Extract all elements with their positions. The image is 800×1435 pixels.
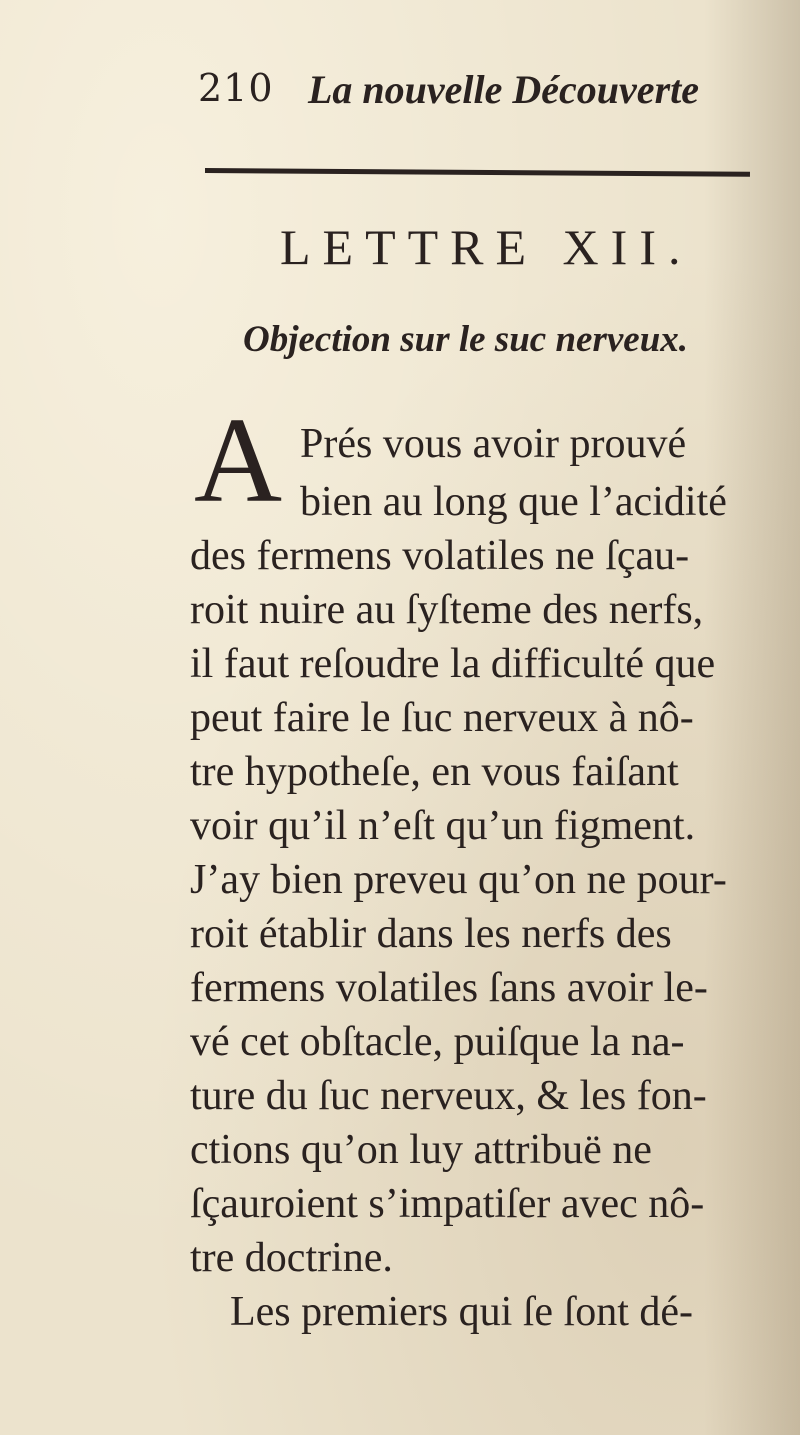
letter-heading: LETTRE XII.: [280, 219, 693, 275]
text-line-8: voir qu’il n’eſt qu’un figment.: [190, 803, 696, 849]
text-line-10: roit établir dans les nerfs des: [190, 911, 672, 957]
header-rule: [205, 168, 750, 177]
text-line-15: ſçauroient s’impatiſer avec nô-: [190, 1181, 705, 1227]
text-line-3: des fermens volatiles ne ſçau-: [190, 533, 690, 579]
text-line-9: J’ay bien preveu qu’on ne pour-: [190, 857, 727, 903]
text-line-12: vé cet obſtacle, puiſque la na-: [190, 1019, 685, 1065]
text-line-13: ture du ſuc nerveux, & les fon-: [190, 1073, 707, 1119]
running-head: [198, 66, 758, 126]
text-line-16: tre doctrine.: [190, 1235, 393, 1281]
text-line-1: Prés vous avoir prouvé: [300, 421, 687, 467]
text-line-5: il faut reſoudre la difficulté que: [190, 641, 716, 687]
text-line-11: fermens volatiles ſans avoir le-: [190, 965, 708, 1011]
text-line-2: bien au long que l’acidité: [300, 479, 727, 525]
letter-subtitle: Objection sur le suc nerveux.: [243, 319, 689, 360]
running-title: La nouvelle Découverte: [308, 67, 699, 112]
text-line-4: roit nuire au ſyſteme des nerfs,: [190, 587, 704, 633]
page-number: 210: [198, 66, 274, 110]
text-line-6: peut faire le ſuc nerveux à nô-: [190, 695, 694, 741]
text-line-7: tre hypotheſe, en vous faiſant: [190, 749, 679, 795]
drop-cap: A: [194, 393, 283, 528]
text-line-17: Les premiers qui ſe ſont dé-: [230, 1289, 694, 1335]
text-line-14: ctions qu’on luy attribuë ne: [190, 1127, 652, 1173]
